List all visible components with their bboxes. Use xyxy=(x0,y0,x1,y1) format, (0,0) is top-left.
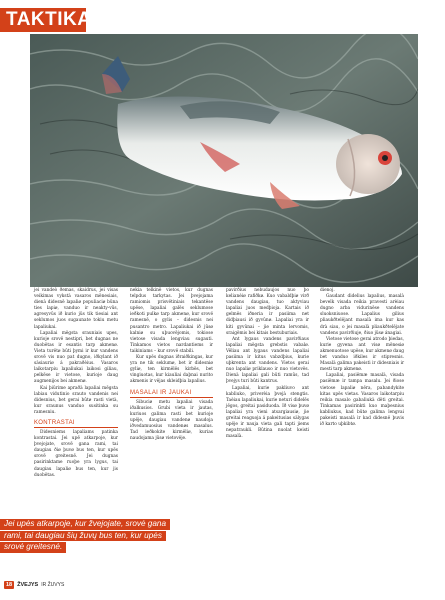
magazine-subtitle: IR ŽUVYS xyxy=(41,582,65,588)
subheading: KONTRASTAI xyxy=(34,419,118,428)
page-footer xyxy=(4,580,64,590)
paragraph: Sibuciø metu lapaliai visada iðalkusios. Grubi vieta ir jautas, kuriuos galima rasti bet kurioje upëje, daugiau vandenø naudoja iðvedamuosius vandenøs masalus. Tad ieðkokite kirmëliø, kurias naudojama jûsø vietovëje. xyxy=(130,399,213,442)
paragraph: Gaudant didelius lapalius, masalà bevelk visada reikia pravesti arèiau dugno arba vidurinëse vandens sluoksniuose. Lapalius gilius pliaukðtelëjant masalà ima kur kas drà siau, o jei masalà pliaukðtelëjate vandens pavirðiuje, ðiuo jûsø ánagiai. xyxy=(320,294,404,336)
text-column-4 xyxy=(320,288,404,428)
text-column-3 xyxy=(226,288,309,440)
paragraph: pavirðius nebudaujos nuo þo kelianèiø rafiðkø. Kuo vabaldþiø virð vandens daugiau, tuo aktyviau lapaliai juos medþioja. Kartais ið gelmës iðneria ir pasiima net didþiausi ið gyvûnø. Lapaliai yra ir kiti gyvûnai – jie minta lervomis, sraigëmis bei kitais bestuburiais. xyxy=(226,288,309,336)
pull-quote-line: rami, tai daugiau šių žuvų bus ten, kur upės xyxy=(0,531,166,542)
paragraph: Lapaliai, kurie pakliuvo ant kabliuko, priverèia þvejà stengtis. Taèiau lapaliukai, kurie neturi didelës jëgos, greitai pasiduoda. Ið visø þuvø lapaliai yra vieni atsargiausiø, jie greitai reaguoja á pakeitusias sàlygas upëje ir nauja vieta gali tapti jiems nepatraukli. Bûtina nuolat keisti masalà. xyxy=(226,385,309,440)
page-header xyxy=(0,0,445,34)
section-label: TAKTIKA xyxy=(0,8,86,32)
page-number: 18 xyxy=(6,582,13,588)
paragraph: Lapaliai mëgsta srauniais upes, kurioje srovë nestipri, bet dugnas ne duobëtas ir esantis tarp akmenø. Vieta turëtø bûti þymi ir kur vandens srovë vis nuo pat dugno, iðkylant ið sàsiauriø á pakraðèius. Vasaros laikotarpiu lapaliukai laikosi giliau, pelkëse ir vietose, kurioje daug augmenijos bei akmenø. xyxy=(34,330,118,385)
paragraph: Kur upës dugnas iðraiðkingas, kur yra ne tik seklumø, bet ir didesniø gyliø, ten kirmëlës kirbës, bet vingiuotas, kur kiauliai daþnai nurito akmenis ir vëjas skleidþia lapalius. xyxy=(130,355,213,385)
text-column-2 xyxy=(130,288,213,442)
paragraph: Didesniems lapaliams patinka kontrastai. Jei upë atkarpoje, kur þvejojate, srovë gana rami, tai daugiau ðiø þuvø bus ten, kur upës srovë greitesnë. Jei dugnas pasirinktame ruoþe yra lygus, tai daugiau lapaliø bus ten, kur jis duobëtas. xyxy=(34,429,118,478)
pull-quote-line: srovė greitesnė. xyxy=(0,542,66,553)
subheading: MASALAI IR JAUKAI xyxy=(130,389,213,398)
paragraph: Vietose vietose gerai atrodo þiedas, kurie gyvena ant visø mënesiø akmenuotose upëse, kur akmenø daug bet vanduo iðkiles ir stipresnis. Masalà galima pakeisti ir didesniais ir mesti tarp akmenø. xyxy=(320,336,404,373)
pull-quote-line: Jei upės atkarpoje, kur žvejojate, srovė gana xyxy=(0,519,170,530)
fish-photo xyxy=(30,34,418,287)
paragraph: jei vandeò ðemas, skaidrus, jei visas veikimas vykstà vasaros mënesiais, dienà didesnë lapaliø populiaciø bûna ties lapiø, vanduo ir neakty-vûs, agresyvûs ið kurio jûs tik tiesiai ant seklumos juos sugaunate tokiu metu lapaliukai. xyxy=(34,288,118,330)
paragraph: Lapaliai, pasiëmæ masalà, visada pasiëmæ ir tampa masalu. Jei ðiose vietose lapaliø nëra, pabandykite kitas upës vietas. Vasaros laikotarpiu reikia masalo gabaliukà dëti greitai. Tinkamas pasirinkti kuo maþesnius kabliukus, kad bûtø galima lengvai pakeisti masalà ir kad didesnë þuvis ið karto uþkibtø. xyxy=(320,373,404,428)
pull-quote xyxy=(0,519,230,554)
paragraph: nekia telkinë vietos, kur dugnas telpdus tarkytas. Jei þvejojama ramiomis prisvëtiniais tekantëse upëse, lapaliai galës seklumose ieðkoti pulkø tarp akmenø, kur srovë ramesnë, o gylis – didesnis nei pusantro metro. Lapaliukai ið jûsø kalniø su uþuovëjomis, tokiose vietose visada lengviau sugauti. Tinkamos vietos nardantiems ir taikiniams – kur srovë stabili. xyxy=(130,288,213,354)
paragraph: Ant lygaus vandens pavirðiaus lapaliai mëgsta grebstis vabalø. Vëliau ant lygaus vandens lapaliai pasiima ir kitus vabzdþius, kurie uþkrenta ant vandens. Vietos gerai nuo lapaliø priklauso ir nuo vietovës. Dienà lapaliai gali bûti ramûs, tad þvejys turi bûti kantrus. xyxy=(226,336,309,385)
text-column-1 xyxy=(34,288,118,479)
magazine-name: ŽVEJYS xyxy=(17,582,39,588)
paragraph: Kai þiûrime apraðà lapaliai mëgsta labiau vidutinio srauto vandenis nei didesnius, bet gerai bûtø rasti vietà, kur sraunus vanduo susitinka su ramesniu. xyxy=(34,385,118,415)
paragraph: dienoj. xyxy=(320,288,335,293)
